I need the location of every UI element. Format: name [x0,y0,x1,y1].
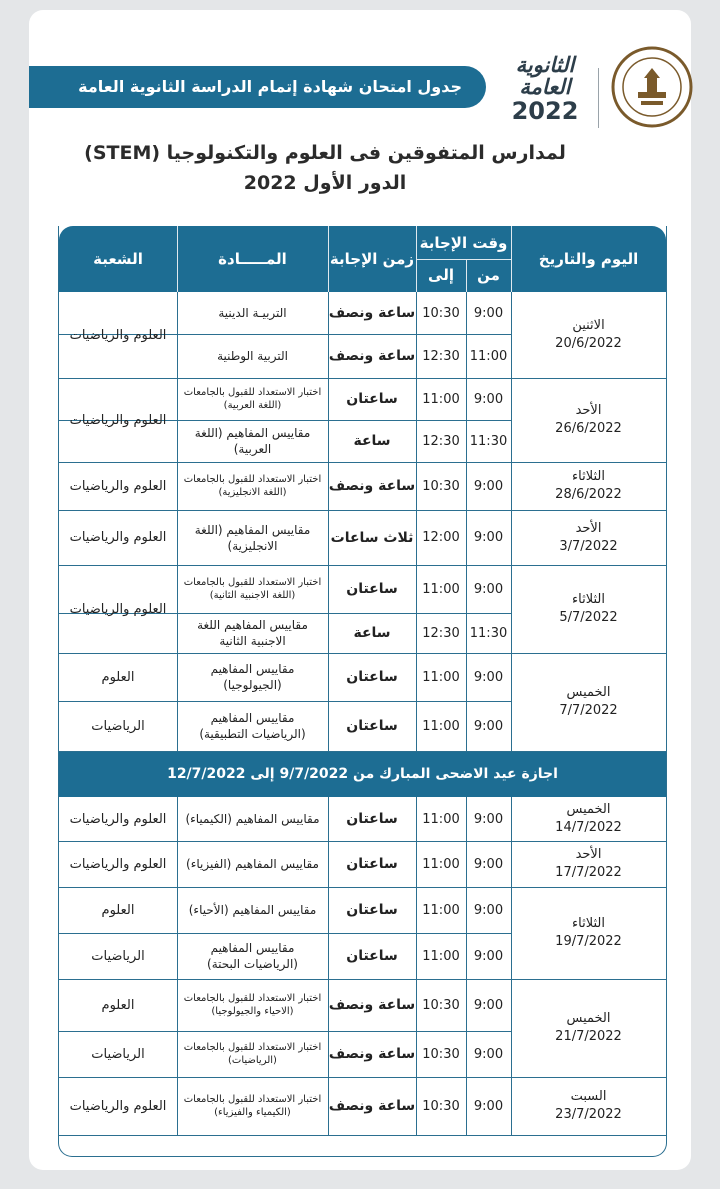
start-time: 9:00 [473,718,504,734]
header-duration: زمن الإجابة [329,250,415,268]
exam-date: 28/6/2022 [555,487,622,502]
branch: العلوم والرياضيات [69,811,167,827]
start-time: 9:00 [473,856,504,872]
grid-line [466,510,467,565]
grid-line [466,797,467,841]
end-time: 10:30 [422,1098,460,1114]
grid-line [466,378,467,462]
grid-line [511,979,512,1077]
exam-date: 7/7/2022 [559,703,618,718]
header-divider [466,259,467,292]
day-date-cell [511,797,666,841]
subject: التربيـة الدينية [218,306,287,320]
exam-date: 20/6/2022 [555,336,622,351]
day-name: الأحد [575,847,602,862]
day-date-cell [511,887,666,979]
end-time: 10:30 [422,997,460,1013]
grid-line [328,565,329,653]
start-time: 9:00 [473,1046,504,1062]
subject: مقاييس المفاهيم (اللغة الانجليزية) [194,522,311,553]
grid-line [466,887,467,979]
grid-line [416,565,417,653]
grid-line [177,841,178,887]
branch: العلوم [101,997,135,1013]
grid-line [177,378,178,462]
subject: مقاييس المفاهيم (الرياضيات البحتة) [207,941,298,971]
day-name: الثلاثاء [572,916,605,931]
subject: اختبار الاستعداد للقبول بالجامعات (اللغة الانجليزية) [183,474,322,498]
start-time: 9:00 [473,902,504,918]
exam-date: 17/7/2022 [555,865,622,880]
grid-line [59,701,511,702]
exam-date: 19/7/2022 [555,934,622,949]
duration: ساعتان [346,669,398,685]
exam-date: 21/7/2022 [555,1029,622,1044]
branch: الرياضيات [91,718,145,734]
subject: مقاييس المفاهيم (الرياضيات التطبيقية) [199,711,306,741]
subject: مقاييس المفاهيم (الجيولوجيا) [210,662,295,692]
day-date-cell [511,841,666,887]
logo-year: 2022 [511,97,579,125]
end-time: 11:00 [422,669,460,685]
duration: ساعة [353,625,391,641]
grid-line [416,1077,417,1135]
grid-line [59,933,511,934]
banner-title: جدول امتحان شهادة إتمام الدراسة الثانوية العامة [29,66,486,108]
end-time: 11:00 [422,902,460,918]
header-from: من [477,266,500,284]
header-subject: المـــــادة [218,250,287,268]
subject: اختبار الاستعداد للقبول بالجامعات (اللغة العربية) [183,387,322,411]
grid-line [328,378,329,462]
duration: ساعة ونصف [328,478,416,494]
grid-line [466,653,467,751]
end-time: 11:00 [422,391,460,407]
branch: العلوم والرياضيات [69,412,167,428]
start-time: 11:00 [469,348,508,364]
header-answer-time: وقت الإجابة [419,234,508,252]
grid-line [177,653,178,751]
grid-line [416,292,417,378]
subject: اختبار الاستعداد للقبول بالجامعات (الكيمياء والفيزياء) [183,1094,322,1118]
grid-line [511,797,512,841]
duration: ساعتان [346,811,398,827]
duration: ساعة ونصف [328,997,416,1013]
day-name: السبت [570,1089,607,1104]
grid-line [328,292,329,378]
grid-line [466,841,467,887]
grid-line [511,510,512,565]
end-time: 12:30 [422,433,460,449]
day-date-cell [511,462,666,510]
grid-line [416,510,417,565]
duration: ثلاث ساعات [330,529,414,546]
day-date-cell [511,378,666,462]
logo-script-text: الثانوية العامة [515,52,575,99]
exam-date: 5/7/2022 [559,610,618,625]
subject: اختبار الاستعداد للقبول بالجامعات (الاحياء والجيولوجيا) [183,993,322,1017]
end-time: 12:30 [422,348,460,364]
end-time: 11:00 [422,948,460,964]
duration: ساعة ونصف [328,348,416,364]
duration: ساعة [353,433,391,449]
subject: مقاييس المفاهيم (اللغة العربية) [194,426,311,456]
subject: التربية الوطنية [217,349,288,363]
end-time: 10:30 [422,478,460,494]
grid-line [511,462,512,510]
start-time: 9:00 [473,1098,504,1114]
grid-line [466,979,467,1077]
branch: العلوم والرياضيات [69,601,167,617]
header-divider [511,226,512,292]
duration: ساعتان [346,902,398,918]
start-time: 9:00 [473,391,504,407]
subject: اختبار الاستعداد للقبول بالجامعات (اللغة الاجنبية الثانية) [183,577,322,601]
grid-line [416,653,417,751]
branch: الرياضيات [91,948,145,964]
grid-line [328,462,329,510]
end-time: 12:00 [422,530,460,545]
end-time: 10:30 [422,305,460,321]
table-header [59,226,666,292]
grid-line [416,797,417,841]
branch: العلوم والرياضيات [69,530,167,545]
end-time: 11:00 [422,718,460,734]
subject: مقاييس المفاهيم اللغة الاجنبية الثانية [197,618,308,648]
grid-line [177,565,178,653]
start-time: 11:30 [469,433,508,449]
grid-line [511,378,512,462]
grid-line [416,979,417,1077]
grid-line [511,292,512,378]
grid-line [328,1077,329,1135]
day-name: الأحد [575,520,602,536]
duration: ساعة ونصف [328,1046,416,1062]
grid-line [328,797,329,841]
duration: ساعتان [346,718,398,734]
grid-line [177,292,178,378]
header-branch: الشعبة [93,250,143,268]
logo-divider [598,68,599,128]
grid-line [511,653,512,751]
start-time: 9:00 [473,530,504,545]
branch: العلوم والرياضيات [69,327,167,343]
header-divider [416,259,511,260]
exam-date: 3/7/2022 [559,538,618,554]
subject: مقاييس المفاهيم (الكيمياء) [185,812,320,826]
end-time: 11:00 [422,581,460,597]
holiday-banner: اجازة عيد الاضحى المبارك من 9/7/2022 إلى 12/7/2022 [59,751,666,797]
day-name: الثلاثاء [572,469,605,484]
grid-line [416,841,417,887]
grid-line [511,1077,512,1135]
branch: العلوم والرياضيات [69,1098,167,1114]
branch: العلوم والرياضيات [69,478,167,494]
branch: العلوم [101,902,135,918]
grid-line [177,887,178,979]
grid-line [177,510,178,565]
day-date-cell [511,653,666,751]
grid-line [59,1031,511,1032]
document-title: لمدارس المتفوقين فى العلوم والتكنولوجيا (STEM) [84,142,566,164]
start-time: 9:00 [473,948,504,964]
grid-line [466,565,467,653]
start-time: 9:00 [473,478,504,494]
day-name: الأحد [575,403,602,418]
grid-line [328,653,329,751]
start-time: 9:00 [473,997,504,1013]
duration: ساعتان [346,581,398,597]
exam-date: 26/6/2022 [555,421,622,436]
subject: اختبار الاستعداد للقبول بالجامعات (الرياضيات) [183,1042,322,1066]
day-date-cell [511,292,666,378]
day-date-cell [511,565,666,653]
ministry-seal-icon [611,46,693,128]
grid-line [416,887,417,979]
grid-line [328,510,329,565]
grid-line [466,292,467,378]
grid-line [59,1135,666,1136]
end-time: 11:00 [422,811,460,827]
day-name: الاثنين [572,318,605,333]
header-to: إلى [428,266,454,284]
header-divider [416,226,417,292]
exam-date: 14/7/2022 [555,820,622,835]
day-name: الخميس [566,685,611,700]
header-divider [328,226,329,292]
header-day-date: اليوم والتاريخ [538,250,639,268]
exam-schedule-table [58,226,667,1157]
grid-line [466,1077,467,1135]
branch: العلوم [101,669,135,685]
day-date-cell [511,1077,666,1135]
exam-date: 23/7/2022 [555,1107,622,1122]
duration: ساعتان [346,391,398,407]
grid-line [416,462,417,510]
duration: ساعتان [346,856,398,872]
end-time: 11:00 [422,856,460,872]
grid-line [177,797,178,841]
duration: ساعة ونصف [328,305,416,321]
day-date-cell [511,979,666,1077]
grid-line [416,378,417,462]
grid-line [511,841,512,887]
grid-line [511,887,512,979]
start-time: 9:00 [473,305,504,321]
document-subtitle: الدور الأول 2022 [243,172,407,194]
subject: مقاييس المفاهيم (الأحياء) [188,903,317,917]
thanaweya-logo [505,54,585,124]
day-name: الثلاثاء [572,592,605,607]
grid-line [177,979,178,1077]
subject: مقاييس المفاهيم (الفيزياء) [186,857,319,871]
branch: العلوم والرياضيات [69,856,167,872]
start-time: 9:00 [473,581,504,597]
grid-line [328,841,329,887]
day-name: الخميس [566,1011,611,1026]
grid-line [511,565,512,653]
start-time: 9:00 [473,669,504,685]
grid-line [177,462,178,510]
start-time: 9:00 [473,811,504,827]
duration: ساعة ونصف [328,1098,416,1114]
end-time: 10:30 [422,1046,460,1062]
day-name: الخميس [566,802,611,817]
grid-line [59,751,666,752]
branch: الرياضيات [91,1046,145,1062]
header-divider [177,226,178,292]
grid-line [177,1077,178,1135]
grid-line [328,887,329,979]
start-time: 11:30 [469,625,508,641]
grid-line [466,462,467,510]
duration: ساعتان [346,948,398,964]
day-date-cell [511,510,666,565]
end-time: 12:30 [422,625,460,641]
grid-line [328,979,329,1077]
